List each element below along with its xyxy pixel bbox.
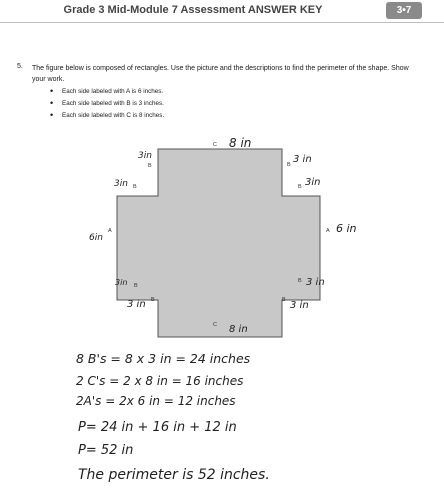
hw-b-bottom-left: 3 in <box>127 299 146 310</box>
work-line-b: 8 B's = 8 x 3 in = 24 inches <box>76 351 251 366</box>
hw-b-left-bottom: 3in <box>115 278 128 287</box>
label-b-right-bottom: B <box>298 278 302 284</box>
label-a-left: A <box>108 228 112 234</box>
hw-a-right: 6 in <box>336 222 357 235</box>
hw-b-top-left: 3in <box>138 151 152 161</box>
bullet-a: • Each side labeled with A is 6 inches. <box>50 86 164 98</box>
hw-c-bottom: 8 in <box>229 324 248 335</box>
label-b-bottom-right: B <box>282 297 286 303</box>
work-line-result: P= 52 in <box>78 443 134 458</box>
label-b-left-bottom: B <box>134 283 138 289</box>
work-line-sum: P= 24 in + 16 in + 12 in <box>78 420 237 435</box>
bullet-b: • Each side labeled with B is 3 inches. <box>50 98 164 110</box>
hw-b-left-top: 3in <box>114 179 128 189</box>
label-b-top-left: B <box>148 163 152 169</box>
hw-b-right-bottom: 3 in <box>306 277 325 288</box>
label-b-left-top: B <box>133 184 137 190</box>
label-b-top-right: B <box>287 162 291 168</box>
label-b-right-top: B <box>298 184 302 190</box>
label-c-bottom: C <box>213 322 217 328</box>
hw-c-top: 8 in <box>229 136 252 150</box>
lesson-badge: 3•7 <box>386 2 422 19</box>
problem-text: The figure below is composed of rectangles. Use the picture and the descriptions to find the perimeter of the shape. Show your work. <box>32 65 409 83</box>
label-a-right: A <box>326 228 330 234</box>
work-line-answer: The perimeter is 52 inches. <box>78 467 270 483</box>
label-b-bottom-left: B <box>151 297 155 303</box>
hw-a-left: 6in <box>89 233 103 243</box>
hw-b-top-right: 3 in <box>293 154 312 165</box>
work-line-c: 2 C's = 2 x 8 in = 16 inches <box>76 374 244 388</box>
hw-b-right-top: 3in <box>305 177 321 188</box>
header-title: Grade 3 Mid-Module 7 Assessment ANSWER KEY <box>63 4 323 16</box>
bullet-c: • Each side labeled with C is 8 inches. <box>50 110 164 122</box>
work-line-a: 2A's = 2x 6 in = 12 inches <box>76 394 236 408</box>
label-c-top: C <box>213 142 217 148</box>
problem-number: 5. <box>17 63 23 70</box>
hw-b-bottom-right: 3 in <box>290 300 309 311</box>
